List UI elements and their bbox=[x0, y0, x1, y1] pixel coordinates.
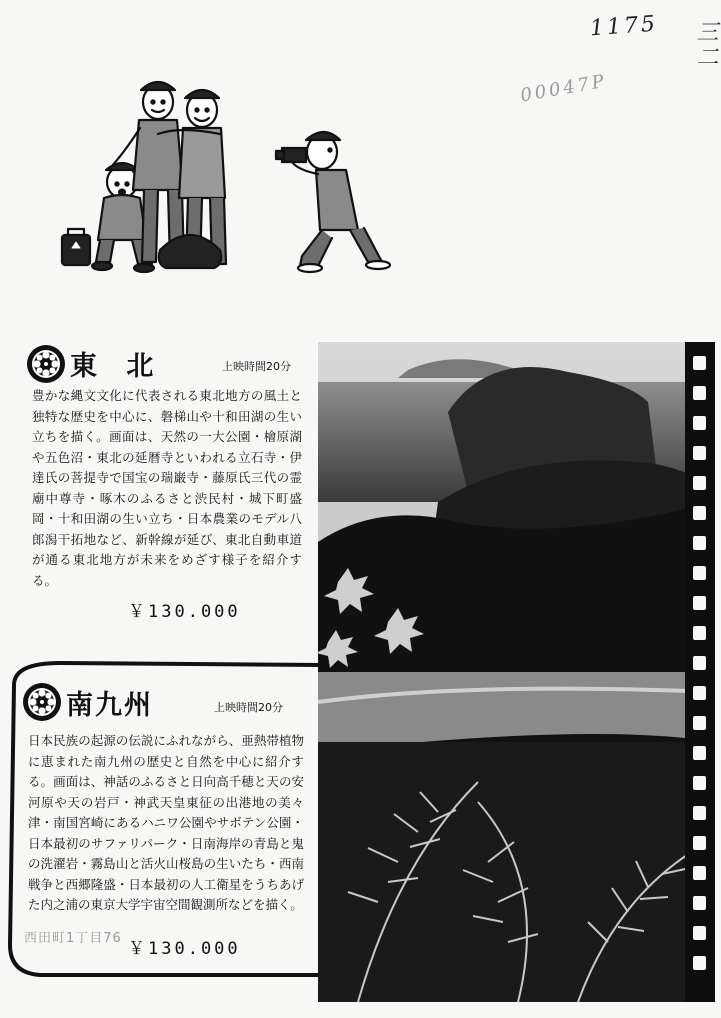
runtime-tohoku: 上映時間20分 bbox=[222, 360, 291, 373]
description-tohoku: 豊かな縄文文化に代表される東北地方の風土と独特な歴史を中心に、磐梯山や十和田湖の生い立ちを描く。画面は、天然の一大公園・檜原湖や五色沼・東北の延暦寺といわれる立石寺・伊達氏の菩提寺で国宝の瑞巌寺・藤原氏三代の霊廟中尊寺・啄木のふるさと渋民村・城下町盛岡・十和田湖の生い立ち・日本農業のモデル八郎潟干拓地など、新幹線が延び、東北自動車道が通る東北地方が未来をめざす様子を紹介する。 bbox=[32, 388, 302, 588]
description-minamikyushu: 日本民族の起源の伝説にふれながら、亜熱帯植物に恵まれた南九州の歴史と自然を中心に紹介する。画面は、神話のふるさと日向高千穂と天の安河原や天の岩戸・神武天皇東征の出港地の美々津・南国宮崎にあるハニワ公園やサボテン公園・日本最初のサファリパーク・日南海岸の青島と鬼の洗濯岩・霧島山と活火山桜島の生いたち・西南戦争と西郷隆盛・日本最初の人工衛星をうちあげた内之浦の東京大学宇宙空間観測所などを描く。 bbox=[28, 733, 304, 912]
cartoon-illustration bbox=[40, 70, 420, 285]
handwritten-page-number: 1175 bbox=[589, 11, 659, 42]
section-title-tohoku: 東 北 bbox=[70, 351, 164, 382]
landscape-photo bbox=[318, 342, 715, 1002]
runtime-minamikyushu: 上映時間20分 bbox=[214, 701, 283, 714]
film-reel-icon bbox=[22, 682, 62, 722]
handwritten-faint-mark: 00047P bbox=[518, 70, 609, 107]
film-reel-icon bbox=[26, 344, 66, 384]
section-title-minamikyushu: 南九州 bbox=[66, 690, 153, 721]
price-minamikyushu: ￥130.000 bbox=[128, 939, 241, 959]
price-tohoku: ￥130.000 bbox=[128, 602, 241, 622]
faint-stamp: 西田町1丁目76 bbox=[24, 931, 122, 946]
handwritten-side-mark: 三二 bbox=[693, 20, 718, 70]
